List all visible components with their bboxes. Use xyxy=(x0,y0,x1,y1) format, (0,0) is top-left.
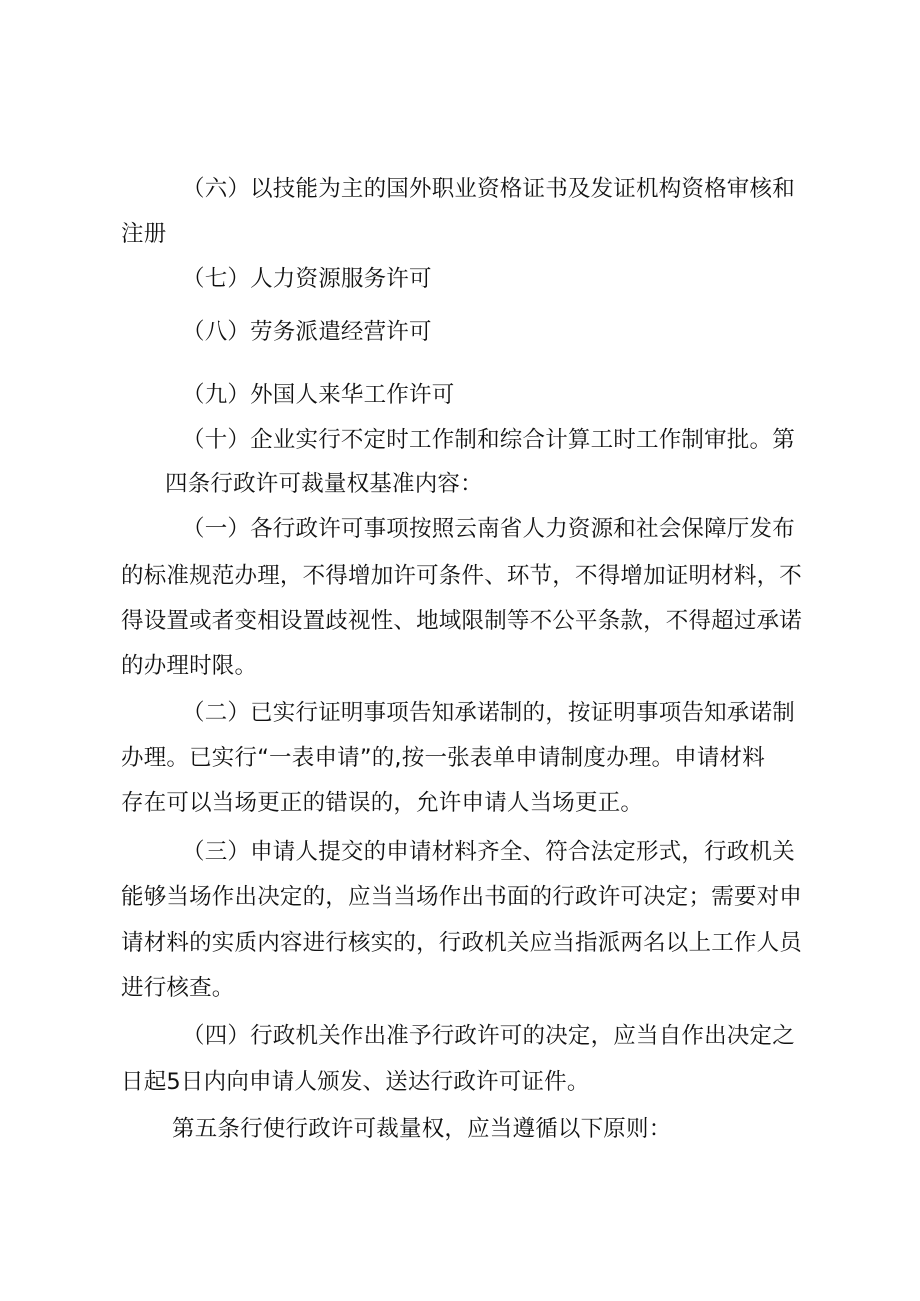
text-line-clause-4: （四）行政机关作出准予行政许可的决定，应当自作出决定之 xyxy=(182,1023,795,1049)
text-line-item-7: （七）人力资源服务许可 xyxy=(182,266,432,292)
text-line-clause-3: （三）申请人提交的申请材料齐全、符合法定形式，行政机关 xyxy=(182,839,795,865)
text-line-item-9: （九）外国人来华工作许可 xyxy=(182,382,455,408)
text-line-item-6: （六）以技能为主的国外职业资格证书及发证机构资格审核和 xyxy=(182,176,795,202)
text-line-clause-1-cont-2: 得设置或者变相设置歧视性、地域限制等不公平条款，不得超过承诺 xyxy=(121,608,803,634)
text-line-article-4-heading: 四条行政许可裁量权基准内容： xyxy=(165,471,483,497)
text-line-item-6-cont: 注册 xyxy=(121,221,167,247)
text-line-clause-2-cont-1: 办理。已实行“一表申请”的,按一张表单申请制度办理。申请材料 xyxy=(121,745,765,771)
text-line-clause-3-cont-2: 请材料的实质内容进行核实的，行政机关应当指派两名以上工作人员 xyxy=(121,930,803,956)
text-line-article-5-heading: 第五条行使行政许可裁量权，应当遵循以下原则： xyxy=(172,1116,672,1142)
text-line-clause-4-cont: 日起5日内向申请人颁发、送达行政许可证件。 xyxy=(121,1069,590,1095)
text-line-clause-1-cont-1: 的标准规范办理，不得增加许可条件、环节，不得增加证明材料，不 xyxy=(121,563,803,589)
text-line-clause-2: （二）已实行证明事项告知承诺制的，按证明事项告知承诺制 xyxy=(182,700,795,726)
text-line-clause-2-cont-2: 存在可以当场更正的错误的，允许申请人当场更正。 xyxy=(121,790,644,816)
text-line-clause-1-cont-3: 的办理时限。 xyxy=(121,653,258,679)
text-line-clause-3-cont-1: 能够当场作出决定的，应当当场作出书面的行政许可决定；需要对申 xyxy=(121,884,803,910)
text-line-clause-3-cont-3: 进行核查。 xyxy=(121,975,235,1001)
text-line-item-10: （十）企业实行不定时工作制和综合计算工时工作制审批。第 xyxy=(182,427,795,453)
text-line-clause-1: （一）各行政许可事项按照云南省人力资源和社会保障厅发布 xyxy=(182,516,795,542)
text-line-item-8: （八）劳务派遣经营许可 xyxy=(182,319,432,345)
